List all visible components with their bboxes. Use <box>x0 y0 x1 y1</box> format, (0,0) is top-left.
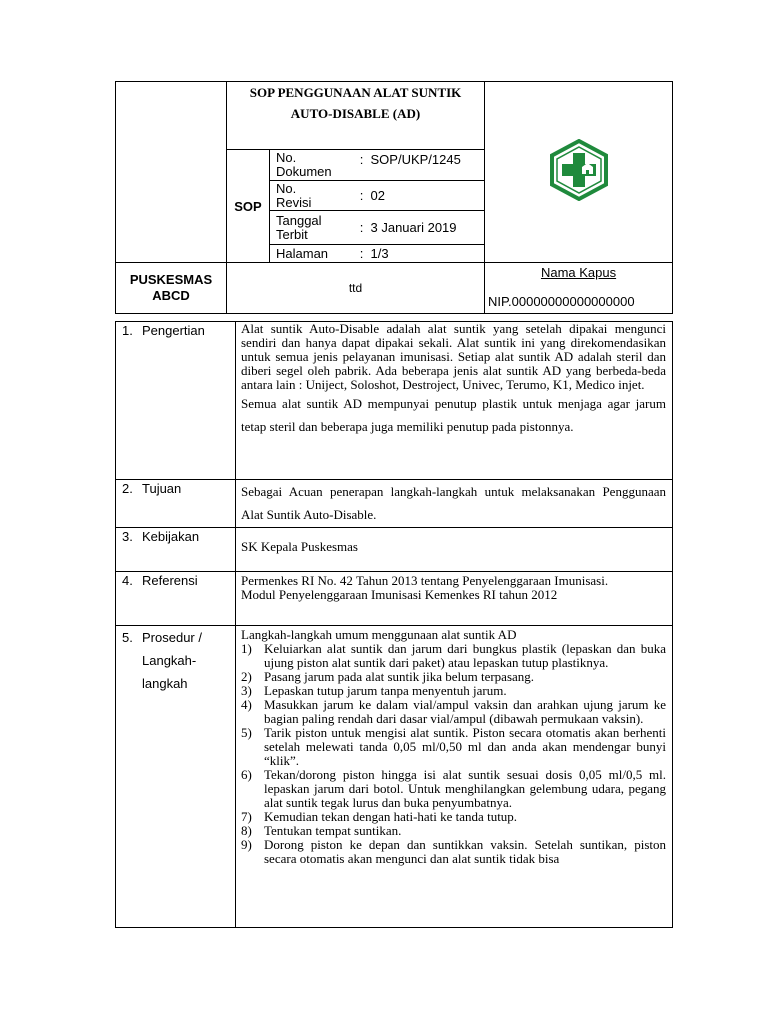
step-text: Kemudian tekan dengan hati-hati ke tanda tutup. <box>264 809 518 824</box>
step-number: 2) <box>241 669 252 684</box>
step-number: 1) <box>241 641 252 656</box>
section-row-reference <box>116 572 673 626</box>
definition-paragraph-1: Alat suntik Auto-Disable adalah alat suntik yang setelah dipakai mengunci sendiri dan hanya dapat dipakai sekali. Alat suntik ini yang direkomendasikan untuk semua jenis pelayanan imunisasi. Setiap alat suntik AD adalah steril dan diberi segel oleh pabrik. Ada beberapa jenis alat suntik AD yang berbeda-beda antara lain : Uniject, Soloshot, Destroject, Univec, Terumo, K1, Medico injet. <box>241 321 666 392</box>
section-body-purpose <box>236 480 673 528</box>
list-item <box>241 838 666 866</box>
list-item <box>241 810 666 824</box>
step-number: 4) <box>241 697 252 712</box>
meta-value-revision: 02 <box>371 181 485 211</box>
sop-header-table <box>115 81 673 314</box>
step-text: Keluiarkan alat suntik dan jarum dari bungkus plastik (lepaskan dan buka ujung piston alat suntik dari paket) atau lepaskan tutup plastiknya. <box>264 641 666 670</box>
meta-colon: : <box>353 181 371 211</box>
sop-label: SOP <box>227 150 270 263</box>
step-number: 6) <box>241 767 252 782</box>
title-line-1: SOP PENGGUNAAN ALAT SUNTIK <box>249 85 462 100</box>
step-number: 8) <box>241 823 252 838</box>
section-label-purpose <box>116 480 236 528</box>
section-label-text: Tujuan <box>142 481 182 496</box>
procedure-steps <box>241 642 666 866</box>
section-label-policy <box>116 528 236 572</box>
sop-content-table <box>115 321 673 928</box>
step-number: 7) <box>241 809 252 824</box>
section-label-definition <box>116 322 236 480</box>
step-text: Dorong piston ke depan dan suntikkan vaksin. Setelah suntikan, piston secara otomatis akan mengunci dan alat suntik tidak bisa <box>264 837 666 866</box>
section-row-purpose <box>116 480 673 528</box>
section-number: 1. <box>122 323 133 338</box>
section-number: 3. <box>122 529 133 544</box>
section-number: 4. <box>122 573 133 588</box>
section-label-text: Referensi <box>142 573 198 588</box>
section-body-definition <box>236 322 673 480</box>
step-number: 9) <box>241 837 252 852</box>
step-text: Tarik piston untuk mengisi alat suntik. Piston secara otomatis akan berhenti setelah melewati tanda 0,05 ml/0,50 ml dan anda akan mendengar bunyi “klik”. <box>264 725 666 768</box>
meta-key-line: No. <box>276 150 297 165</box>
meta-key-line: No. <box>276 180 297 196</box>
reference-paragraph-1: Permenkes RI No. 42 Tahun 2013 tentang Penyelenggaraan Imunisasi. <box>241 573 609 588</box>
definition-paragraph-2: Semua alat suntik AD mempunyai penutup plastik untuk menjaga agar jarum tetap steril dan beberapa juga memiliki penutup pada pistonnya. <box>241 396 666 434</box>
section-label-text: Pengertian <box>142 323 205 338</box>
meta-key-revision <box>270 181 353 211</box>
section-row-policy <box>116 528 673 572</box>
meta-key-line: Revisi <box>276 194 312 210</box>
list-item <box>241 684 666 698</box>
meta-colon: : <box>353 150 371 181</box>
step-number: 5) <box>241 725 252 740</box>
step-text: Tentukan tempat suntikan. <box>264 823 402 838</box>
meta-key-line: Tanggal <box>276 212 322 228</box>
section-row-procedure <box>116 626 673 928</box>
section-label-text: Langkah- <box>142 653 197 668</box>
meta-key-page: Halaman <box>270 245 353 263</box>
logo-cell <box>485 82 673 263</box>
organization-line-2: ABCD <box>152 288 190 303</box>
meta-value-page: 1/3 <box>371 245 485 263</box>
section-body-reference <box>236 572 673 626</box>
section-label-text: langkah <box>142 676 188 691</box>
organization-name <box>116 263 227 314</box>
section-number: 5. <box>122 630 133 645</box>
meta-value-doc-number: SOP/UKP/1245 <box>371 150 485 181</box>
section-label-procedure <box>116 626 236 928</box>
step-text: Tekan/dorong piston hingga isi alat suntik sesuai dosis 0,05 ml/0,5 ml. lepaskan jarum dari botol. Untuk menghilangkan gelembung udara, pegang alat suntik tegak lurus dan buka penyumbatnya. <box>264 767 666 810</box>
section-body-procedure <box>236 626 673 928</box>
step-number: 3) <box>241 683 252 698</box>
meta-colon: : <box>353 245 371 263</box>
meta-colon: : <box>353 211 371 245</box>
section-row-definition <box>116 322 673 480</box>
left-blank-cell <box>116 82 227 263</box>
organization-line-1: PUSKESMAS <box>129 272 213 287</box>
step-text: Masukkan jarum ke dalam vial/ampul vaksin dan arahkan ujung jarum ke bagian paling rendah dari dasar vial/ampul (dibawah permukaan vaksin). <box>264 697 666 726</box>
policy-paragraph: SK Kepala Puskesmas <box>241 539 358 554</box>
meta-key-doc-number <box>270 150 353 181</box>
list-item <box>241 726 666 768</box>
document-title <box>227 82 485 150</box>
list-item <box>241 824 666 838</box>
purpose-paragraph: Sebagai Acuan penerapan langkah-langkah untuk melaksanakan Penggunaan Alat Suntik Auto-Disable. <box>241 484 666 522</box>
procedure-intro: Langkah-langkah umum menggunaan alat suntik AD <box>241 627 517 642</box>
head-of-center-cell <box>485 263 673 314</box>
puskesmas-logo-icon <box>548 139 610 201</box>
title-line-2: AUTO-DISABLE (AD) <box>290 106 421 121</box>
meta-key-line: Terbit <box>276 226 308 242</box>
list-item <box>241 642 666 670</box>
meta-key-line: Dokumen <box>276 164 332 179</box>
section-label-text: Kebijakan <box>142 529 200 544</box>
head-nip: NIP.00000000000000000 <box>488 294 635 309</box>
list-item <box>241 768 666 810</box>
section-body-policy <box>236 528 673 572</box>
meta-key-issue-date <box>270 211 353 245</box>
section-number: 2. <box>122 481 133 496</box>
head-name: Nama Kapus <box>540 265 617 280</box>
step-text: Lepaskan tutup jarum tanpa menyentuh jarum. <box>264 683 507 698</box>
list-item <box>241 698 666 726</box>
section-label-reference <box>116 572 236 626</box>
section-label-text: Prosedur / <box>142 630 202 645</box>
signature-cell: ttd <box>227 263 485 314</box>
step-text: Pasang jarum pada alat suntik jika belum terpasang. <box>264 669 535 684</box>
list-item <box>241 670 666 684</box>
meta-value-issue-date: 3 Januari 2019 <box>371 211 485 245</box>
reference-paragraph-2: Modul Penyelenggaraan Imunisasi Kemenkes RI tahun 2012 <box>241 587 558 602</box>
